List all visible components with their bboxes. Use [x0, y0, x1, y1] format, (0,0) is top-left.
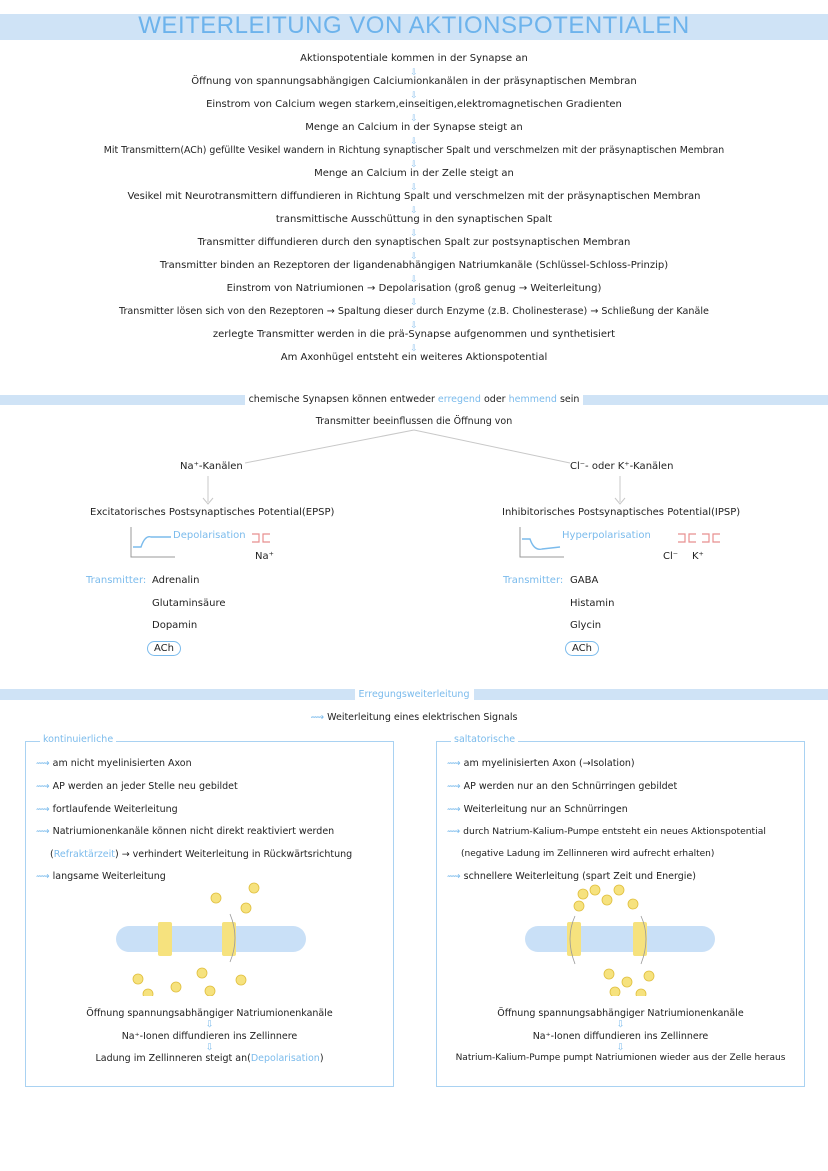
channel-open-icon [250, 530, 272, 546]
bullet-item: (Refraktärzeit) → verhindert Weiterleitung in Rückwärtsrichtung [50, 849, 353, 860]
bullet-note: (negative Ladung im Zellinneren wird aufrecht erhalten) [461, 849, 715, 859]
flow-step: Mit Transmittern(ACh) gefüllte Vesikel wandern in Richtung synaptischer Spalt und verschmelzen mit der präsynaptischen Membran [103, 145, 725, 156]
flow-step: Transmitter lösen sich von den Rezeptoren → Spaltung dieser durch Enzyme (z.B. Cholinesterase) → Schließung der Kanäle [119, 306, 709, 317]
channels-open-icon [676, 530, 724, 546]
flow-step: Aktionspotentiale kommen in der Synapse an [300, 53, 528, 64]
kontinuierlich-box [25, 734, 394, 1087]
down-arrow-icon: ⇩ [410, 275, 418, 285]
down-arrow-icon: ⇩ [205, 1042, 214, 1053]
flow-step: Vesikel mit Neurotransmittern diffundieren in Richtung Spalt und verschmelzen mit der präsynaptischen Membran [127, 191, 701, 202]
flow-step: Menge an Calcium in der Synapse steigt an [305, 122, 523, 133]
bullet-item: ⟿ schnellere Weiterleitung (spart Zeit und Energie) [447, 871, 696, 882]
down-arrow-icon: ⇩ [410, 344, 418, 354]
left-flow-step: Na⁺-Ionen diffundieren ins Zellinnere [121, 1031, 298, 1042]
bullet-item: ⟿ AP werden an jeder Stelle neu gebildet [36, 781, 238, 792]
down-arrow-icon: ⇩ [410, 160, 418, 170]
epsp-title: Excitatorisches Postsynaptisches Potential(EPSP) [90, 507, 335, 518]
flow-step: Am Axonhügel entsteht ein weiteres Aktionspotential [280, 352, 548, 363]
left-flow-step: Ladung im Zellinneren steigt an(Depolarisation) [95, 1053, 324, 1064]
box-label: kontinuierliche [40, 734, 116, 745]
flow-step: Einstrom von Natriumionen → Depolarisation (groß genug → Weiterleitung) [226, 283, 602, 294]
transmitter-item: Dopamin [152, 620, 198, 631]
transmitter-item: GABA [570, 575, 599, 586]
k-ion-label: K⁺ [692, 551, 704, 562]
box-label: saltatorische [451, 734, 518, 745]
bullet-item: ⟿ Natriumionenkanäle können nicht direkt reaktiviert werden [36, 826, 335, 837]
down-arrow-icon: ⇩ [410, 252, 418, 262]
cl-ion-label: Cl⁻ [663, 551, 679, 562]
flow-step: transmittische Ausschüttung in den synaptischen Spalt [275, 214, 553, 225]
bullet-item: ⟿ durch Natrium-Kalium-Pumpe entsteht ein neues Aktionspotential [447, 826, 766, 837]
ipsp-transmitter-label: Transmitter: [503, 575, 564, 586]
transmitter-item: Glycin [570, 620, 602, 631]
flow-step: Menge an Calcium in der Zelle steigt an [314, 168, 514, 179]
down-arrow-icon: ⇩ [410, 229, 418, 239]
flow-step: Einstrom von Calcium wegen starkem,einseitigen,elektromagnetischen Gradienten [206, 99, 622, 110]
bullet-item: ⟿ AP werden nur an den Schnürringen gebildet [447, 781, 678, 792]
down-arrow-icon: ⇩ [410, 321, 418, 331]
down-arrow-icon: ⇩ [410, 183, 418, 193]
transmitter-item: Histamin [570, 598, 615, 609]
right-flow-step: Natrium-Kalium-Pumpe pumpt Natriumionen wieder aus der Zelle heraus [455, 1053, 786, 1063]
down-arrow-icon: ⇩ [410, 68, 418, 78]
bullet-item: ⟿ am myelinisierten Axon (→Isolation) [447, 758, 635, 769]
right-flow-step: Öffnung spannungsabhängiger Natriumionenkanäle [497, 1008, 744, 1019]
na-channel-label: Na⁺-Kanälen [180, 461, 243, 472]
erregung-subheader: ⟿ Weiterleitung eines elektrischen Signals [310, 712, 518, 723]
cl-k-channel-label: Cl⁻- oder K⁺-Kanälen [570, 461, 674, 472]
depolarisation-label: Depolarisation [173, 530, 246, 541]
down-arrow-icon: ⇩ [410, 298, 418, 308]
transmitter-item: Adrenalin [152, 575, 200, 586]
transmitter-item: Glutaminsäure [152, 598, 226, 609]
hyperpolarisation-label: Hyperpolarisation [562, 530, 651, 541]
ipsp-title: Inhibitorisches Postsynaptisches Potential(IPSP) [502, 507, 741, 518]
transmitter-item-circled: ACh [147, 641, 181, 656]
bullet-item: ⟿ am nicht myelinisierten Axon [36, 758, 192, 769]
arrow-icon: ⟿ [310, 712, 325, 723]
bullet-item: ⟿ fortlaufende Weiterleitung [36, 804, 178, 815]
synapse-branch-lines [0, 428, 828, 508]
down-arrow-icon: ⇩ [616, 1042, 625, 1053]
down-arrow-icon: ⇩ [616, 1019, 625, 1030]
flow-step: Öffnung von spannungsabhängigen Calciumionkanälen in der präsynaptischen Membran [191, 76, 637, 87]
synapse-process-flow [0, 52, 828, 364]
flow-step: Transmitter diffundieren durch den synaptischen Spalt zur postsynaptischen Membran [197, 237, 631, 248]
bullet-item: ⟿ Weiterleitung nur an Schnürringen [447, 804, 628, 815]
epsp-graph-icon [127, 525, 177, 561]
down-arrow-icon: ⇩ [410, 91, 418, 101]
left-flow-step: Öffnung spannungsabhängiger Natriumionenkanäle [86, 1008, 333, 1019]
bullet-item: ⟿ langsame Weiterleitung [36, 871, 166, 882]
down-arrow-icon: ⇩ [205, 1019, 214, 1030]
axon-saltatory-diagram [437, 876, 804, 996]
erregung-header: Erregungsweiterleitung [0, 689, 828, 700]
flow-step: Transmitter binden an Rezeptoren der ligandenabhängigen Natriumkanäle (Schlüssel-Schloss-Prinzip) [159, 260, 669, 271]
page-title: WEITERLEITUNG VON AKTIONSPOTENTIALEN [138, 12, 690, 39]
na-ion-label: Na⁺ [255, 551, 274, 562]
axon-continuous-diagram [26, 876, 393, 996]
epsp-transmitter-label: Transmitter: [86, 575, 147, 586]
down-arrow-icon: ⇩ [410, 114, 418, 124]
down-arrow-icon: ⇩ [410, 206, 418, 216]
synapse-subheader: Transmitter beeinflussen die Öffnung von [315, 416, 513, 427]
saltatorisch-box [436, 734, 805, 1087]
right-flow-step: Na⁺-Ionen diffundieren ins Zellinnere [532, 1031, 709, 1042]
flow-step: zerlegte Transmitter werden in die prä-Synapse aufgenommen und synthetisiert [212, 329, 616, 340]
transmitter-item-circled: ACh [565, 641, 599, 656]
down-arrow-icon: ⇩ [410, 137, 418, 147]
ipsp-graph-icon [516, 525, 566, 561]
synapse-header: chemische Synapsen können entweder erregend oder hemmend sein [0, 394, 828, 405]
